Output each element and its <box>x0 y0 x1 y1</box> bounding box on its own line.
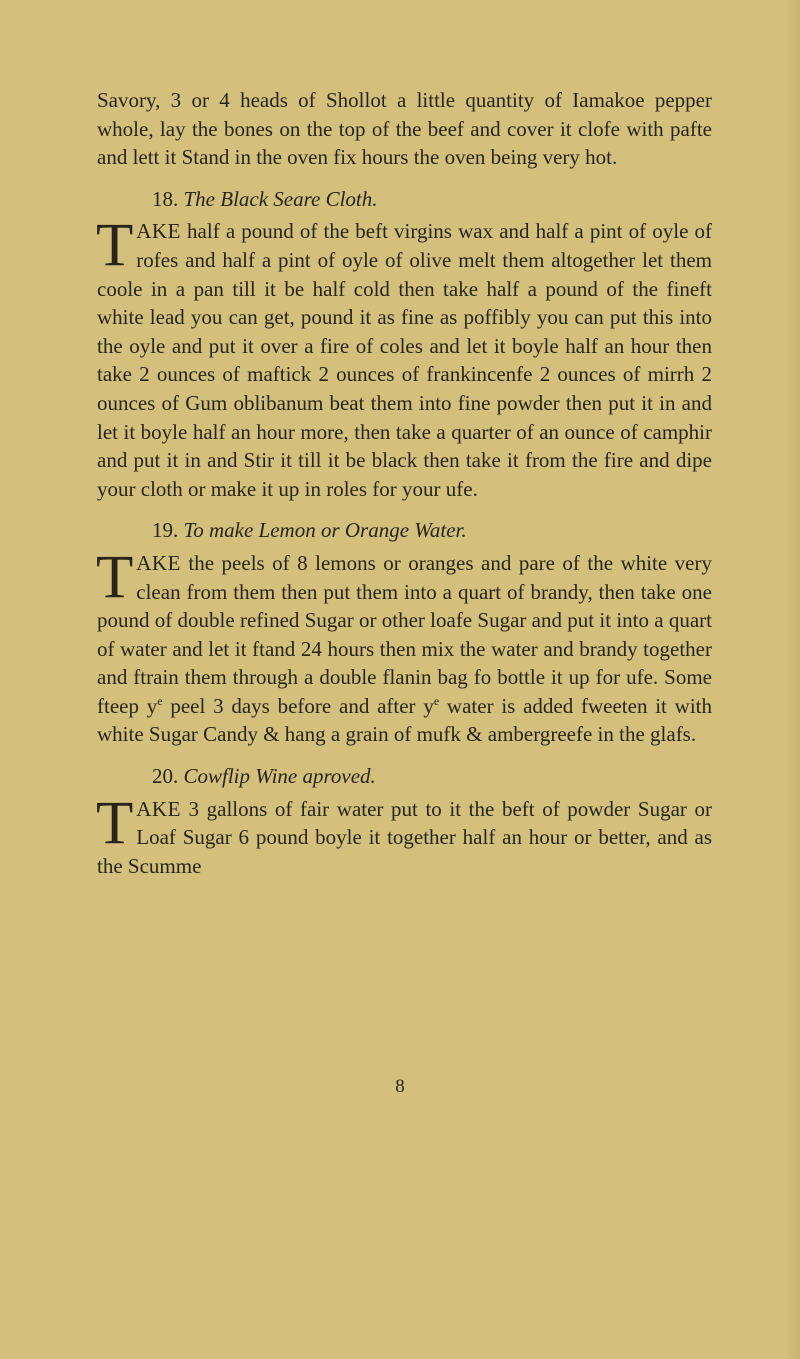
recipe-text: half a pound of the beft virgins wax and half a pint of oyle of rofes and half a pint of oyle of olive melt them altogether let them coole in a pan till it be half cold then take half a pound of the fineft white lead you can get, pound it as fine as poffibly you can put this into the oyle and put it over a fire of coles and let it boyle half an hour then take 2 ounces of maftick 2 ounces of frankincenfe 2 ounces of mirrh 2 ounces of Gum oblibanum beat them into fine powder then put it in and let it boyle half an hour more, then take a quarter of an ounce of camphir and put it in and Stir it till it be black then take it from the fire and dipe your cloth or make it up in roles for your ufe. <box>97 219 712 501</box>
recipe-text: peel 3 days before and after y <box>162 693 434 718</box>
recipe-title: To make Lemon or Orange Water. <box>183 518 467 543</box>
recipe-heading <box>97 516 712 545</box>
recipe-19 <box>97 516 712 749</box>
page-number: 8 <box>395 1076 405 1097</box>
recipe-heading <box>97 185 712 214</box>
recipe-number: 18. <box>152 186 179 211</box>
recipe-lead-word: AKE <box>136 219 181 244</box>
recipe-text: water is added fweeten it with white Sugar Candy & hang a grain of mufk & ambergreefe in the glafs. <box>97 693 712 747</box>
recipe-body <box>96 212 712 503</box>
recipe-18 <box>97 185 712 504</box>
recipe-body <box>96 543 712 749</box>
recipe-heading <box>97 762 712 791</box>
drop-cap: T <box>96 212 134 280</box>
drop-cap: T <box>96 543 134 611</box>
continuation-paragraph: Savory, 3 or 4 heads of Shollot a little quantity of Iamakoe pepper whole, lay the bones on the top of the beef and cover it clofe with pafte and lett it Stand in the oven fix hours the oven being very hot. <box>97 88 712 170</box>
superscript: e <box>433 693 440 708</box>
recipe-title: The Black Seare Cloth. <box>183 186 378 211</box>
recipe-body <box>96 789 712 881</box>
recipe-number: 20. <box>152 764 179 789</box>
recipe-number: 19. <box>152 518 179 543</box>
page-edge-shadow <box>786 0 800 1359</box>
text-block <box>97 86 712 880</box>
recipe-lead-word: AKE <box>136 796 181 821</box>
recipe-text: the peels of 8 lemons or oranges and pare of the white very clean from them then put them into a quart of brandy, then take one pound of double refined Sugar or other loafe Sugar and put it into a quart of water and let it ftand 24 hours then mix the water and brandy together and ftrain them through a double flanin bag fo bottle it up for ufe. Some fteep y <box>97 550 712 718</box>
recipe-title: Cowflip Wine aproved. <box>183 764 376 789</box>
recipe-text: 3 gallons of fair water put to it the beft of powder Sugar or Loaf Sugar 6 pound boyle it together half an hour or better, and as the Scumme <box>97 796 712 878</box>
drop-cap: T <box>96 789 134 857</box>
superscript: e <box>157 693 163 708</box>
recipe-lead-word: AKE <box>136 550 181 575</box>
recipe-20 <box>97 762 712 880</box>
